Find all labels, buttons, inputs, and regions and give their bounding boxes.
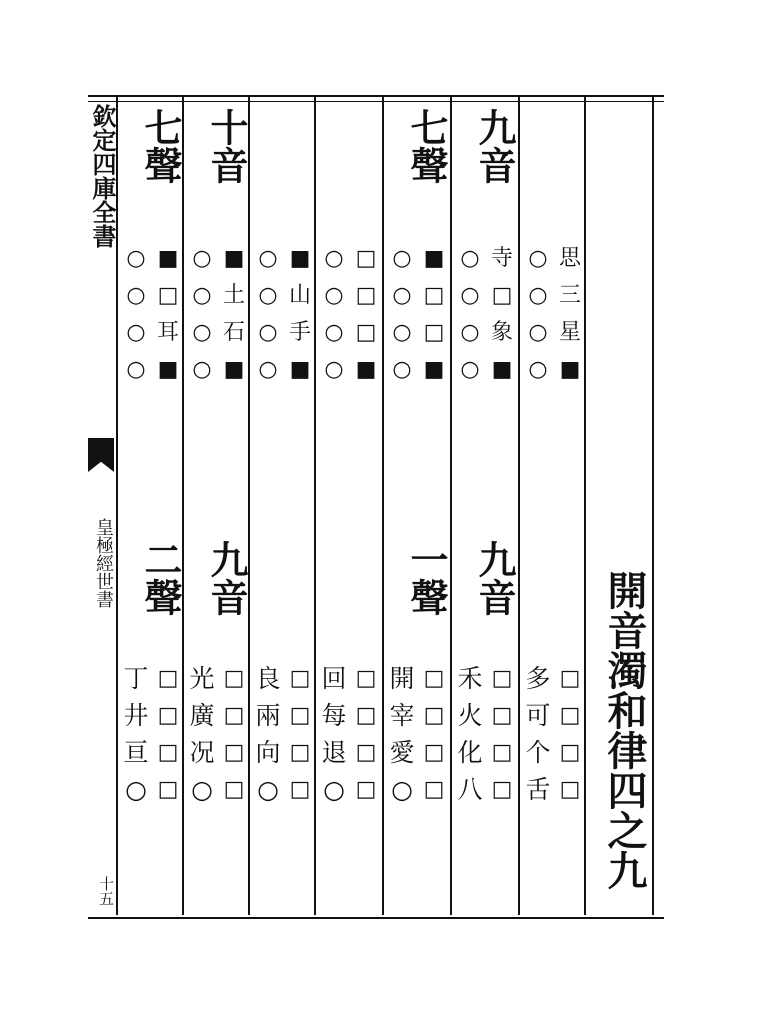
- list-cell: 開: [389, 664, 415, 693]
- list-cell: 愛: [389, 738, 415, 767]
- list-cell: □: [289, 776, 311, 802]
- grid-cell: ○: [324, 356, 344, 382]
- grid-left: [454, 240, 486, 388]
- list-cell: □: [157, 739, 179, 765]
- list-left: [522, 660, 554, 808]
- list-cell: 宰: [389, 701, 415, 730]
- list-left: [120, 660, 152, 808]
- page-margin: [88, 100, 116, 912]
- grid-cell: 石: [222, 319, 245, 345]
- column-heading-top: 九音: [472, 108, 517, 184]
- grid-cell: ■: [289, 356, 311, 382]
- grid-cell: ■: [559, 356, 581, 382]
- grid-cell: ○: [528, 319, 548, 345]
- grid-cell: ○: [528, 245, 548, 271]
- grid-cell: 思: [558, 245, 581, 271]
- grid-cell: ○: [258, 245, 278, 271]
- list-cell: 多: [525, 664, 551, 693]
- list-cell: ○: [391, 775, 413, 804]
- table-column: [184, 100, 250, 912]
- grid-cell: ○: [324, 245, 344, 271]
- grid-cell: □: [491, 282, 513, 308]
- column-heading-bottom: 一聲: [404, 540, 449, 616]
- column-heading-top: 七聲: [404, 108, 449, 184]
- grid-cell: ■: [355, 356, 377, 382]
- grid-cell: ○: [528, 282, 548, 308]
- list-right: [486, 660, 518, 808]
- column-heading-bottom: 九音: [472, 540, 517, 616]
- list-cell: □: [559, 739, 581, 765]
- table-column: [118, 100, 184, 912]
- grid-cell: □: [355, 245, 377, 271]
- list-right: [350, 660, 382, 808]
- list-cell: □: [289, 702, 311, 728]
- list-cell: 八: [457, 775, 483, 804]
- grid-right: [418, 240, 450, 388]
- grid-cell: ○: [126, 282, 146, 308]
- list-cell: □: [559, 776, 581, 802]
- list-cell: □: [223, 739, 245, 765]
- list-right: [152, 660, 184, 808]
- list-cell: □: [355, 739, 377, 765]
- column-heading-top: 十音: [204, 108, 249, 184]
- list-cell: 每: [321, 701, 347, 730]
- list-right: [554, 660, 586, 808]
- page-number: 十五: [97, 876, 115, 906]
- list-cell: 舌: [525, 775, 551, 804]
- list-cell: □: [559, 665, 581, 691]
- list-cell: □: [491, 665, 513, 691]
- list-cell: □: [491, 702, 513, 728]
- grid-cell: ○: [392, 282, 412, 308]
- list-cell: □: [423, 739, 445, 765]
- list-cell: 廣: [189, 701, 215, 730]
- book-name: 皇極經世書: [93, 518, 114, 608]
- grid-right: [350, 240, 382, 388]
- grid-cell: ■: [289, 245, 311, 271]
- list-cell: 良: [255, 664, 281, 693]
- table-column: [452, 100, 518, 912]
- grid-cell: ○: [126, 319, 146, 345]
- list-cell: □: [289, 739, 311, 765]
- grid-cell: ○: [392, 319, 412, 345]
- list-cell: 向: [255, 738, 281, 767]
- list-cell: □: [559, 702, 581, 728]
- list-cell: 井: [123, 701, 149, 730]
- grid-cell: ○: [324, 319, 344, 345]
- grid-cell: ○: [192, 245, 212, 271]
- grid-cell: 耳: [156, 319, 179, 345]
- page-title: 開音濁和律四之九: [601, 570, 648, 890]
- list-cell: ○: [323, 775, 345, 804]
- list-cell: □: [423, 665, 445, 691]
- title-column: [588, 100, 652, 912]
- grid-right: [152, 240, 184, 388]
- grid-cell: 三: [558, 282, 581, 308]
- list-right: [218, 660, 250, 808]
- list-left: [252, 660, 284, 808]
- list-cell: □: [289, 665, 311, 691]
- list-left: [186, 660, 218, 808]
- list-left: [386, 660, 418, 808]
- grid-cell: ○: [392, 356, 412, 382]
- book-collection-title: 欽定四庫全書: [88, 104, 117, 248]
- list-cell: □: [491, 739, 513, 765]
- list-right: [418, 660, 450, 808]
- grid-cell: 象: [490, 319, 513, 345]
- grid-cell: 星: [558, 319, 581, 345]
- list-cell: □: [223, 665, 245, 691]
- grid-cell: □: [423, 282, 445, 308]
- grid-cell: ○: [192, 282, 212, 308]
- list-cell: □: [355, 665, 377, 691]
- grid-cell: 手: [288, 319, 311, 345]
- column-rule: [652, 97, 654, 915]
- list-cell: 退: [321, 738, 347, 767]
- list-cell: 可: [525, 701, 551, 730]
- grid-right: [486, 240, 518, 388]
- grid-cell: ■: [491, 356, 513, 382]
- grid-cell: ○: [460, 356, 480, 382]
- list-cell: 亘: [123, 738, 149, 767]
- grid-cell: ○: [460, 245, 480, 271]
- table-column: [316, 100, 382, 912]
- list-cell: □: [157, 665, 179, 691]
- list-cell: □: [423, 776, 445, 802]
- list-cell: □: [223, 776, 245, 802]
- grid-cell: ■: [423, 356, 445, 382]
- grid-left: [252, 240, 284, 388]
- grid-cell: ■: [157, 356, 179, 382]
- list-cell: ○: [191, 775, 213, 804]
- grid-cell: ○: [192, 319, 212, 345]
- grid-right: [218, 240, 250, 388]
- column-heading-bottom: 九音: [204, 540, 249, 616]
- list-cell: □: [157, 702, 179, 728]
- grid-left: [186, 240, 218, 388]
- list-cell: 化: [457, 738, 483, 767]
- grid-cell: ○: [126, 356, 146, 382]
- grid-cell: ○: [192, 356, 212, 382]
- grid-cell: ■: [223, 356, 245, 382]
- fishtail-mark: [88, 438, 114, 472]
- list-cell: 丁: [123, 664, 149, 693]
- grid-left: [386, 240, 418, 388]
- list-cell: 火: [457, 701, 483, 730]
- grid-cell: ○: [258, 319, 278, 345]
- grid-cell: ○: [258, 282, 278, 308]
- list-cell: □: [491, 776, 513, 802]
- list-cell: □: [157, 776, 179, 802]
- list-cell: ○: [257, 775, 279, 804]
- grid-cell: ○: [460, 282, 480, 308]
- grid-cell: □: [355, 282, 377, 308]
- list-cell: 兩: [255, 701, 281, 730]
- grid-cell: □: [355, 319, 377, 345]
- list-cell: □: [355, 776, 377, 802]
- list-cell: 光: [189, 664, 215, 693]
- grid-cell: ■: [423, 245, 445, 271]
- list-cell: 禾: [457, 664, 483, 693]
- list-cell: □: [355, 702, 377, 728]
- grid-cell: ○: [258, 356, 278, 382]
- list-cell: ○: [125, 775, 147, 804]
- grid-cell: ■: [223, 245, 245, 271]
- grid-right: [284, 240, 316, 388]
- grid-cell: ○: [528, 356, 548, 382]
- grid-cell: □: [157, 282, 179, 308]
- grid-cell: □: [423, 319, 445, 345]
- grid-cell: ○: [324, 282, 344, 308]
- grid-cell: 土: [222, 282, 245, 308]
- grid-left: [522, 240, 554, 388]
- list-cell: 回: [321, 664, 347, 693]
- grid-right: [554, 240, 586, 388]
- column-heading-top: 七聲: [138, 108, 183, 184]
- column-heading-bottom: 二聲: [138, 540, 183, 616]
- grid-cell: ○: [460, 319, 480, 345]
- list-left: [454, 660, 486, 808]
- list-left: [318, 660, 350, 808]
- grid-cell: ○: [392, 245, 412, 271]
- list-cell: □: [423, 702, 445, 728]
- table-column: [520, 100, 586, 912]
- list-cell: 况: [189, 738, 215, 767]
- list-cell: 个: [525, 738, 551, 767]
- grid-left: [120, 240, 152, 388]
- grid-cell: ■: [157, 245, 179, 271]
- grid-cell: ○: [126, 245, 146, 271]
- grid-cell: 山: [288, 282, 311, 308]
- grid-cell: 寺: [490, 245, 513, 271]
- table-column: [384, 100, 450, 912]
- list-right: [284, 660, 316, 808]
- list-cell: □: [223, 702, 245, 728]
- grid-left: [318, 240, 350, 388]
- table-column: [250, 100, 316, 912]
